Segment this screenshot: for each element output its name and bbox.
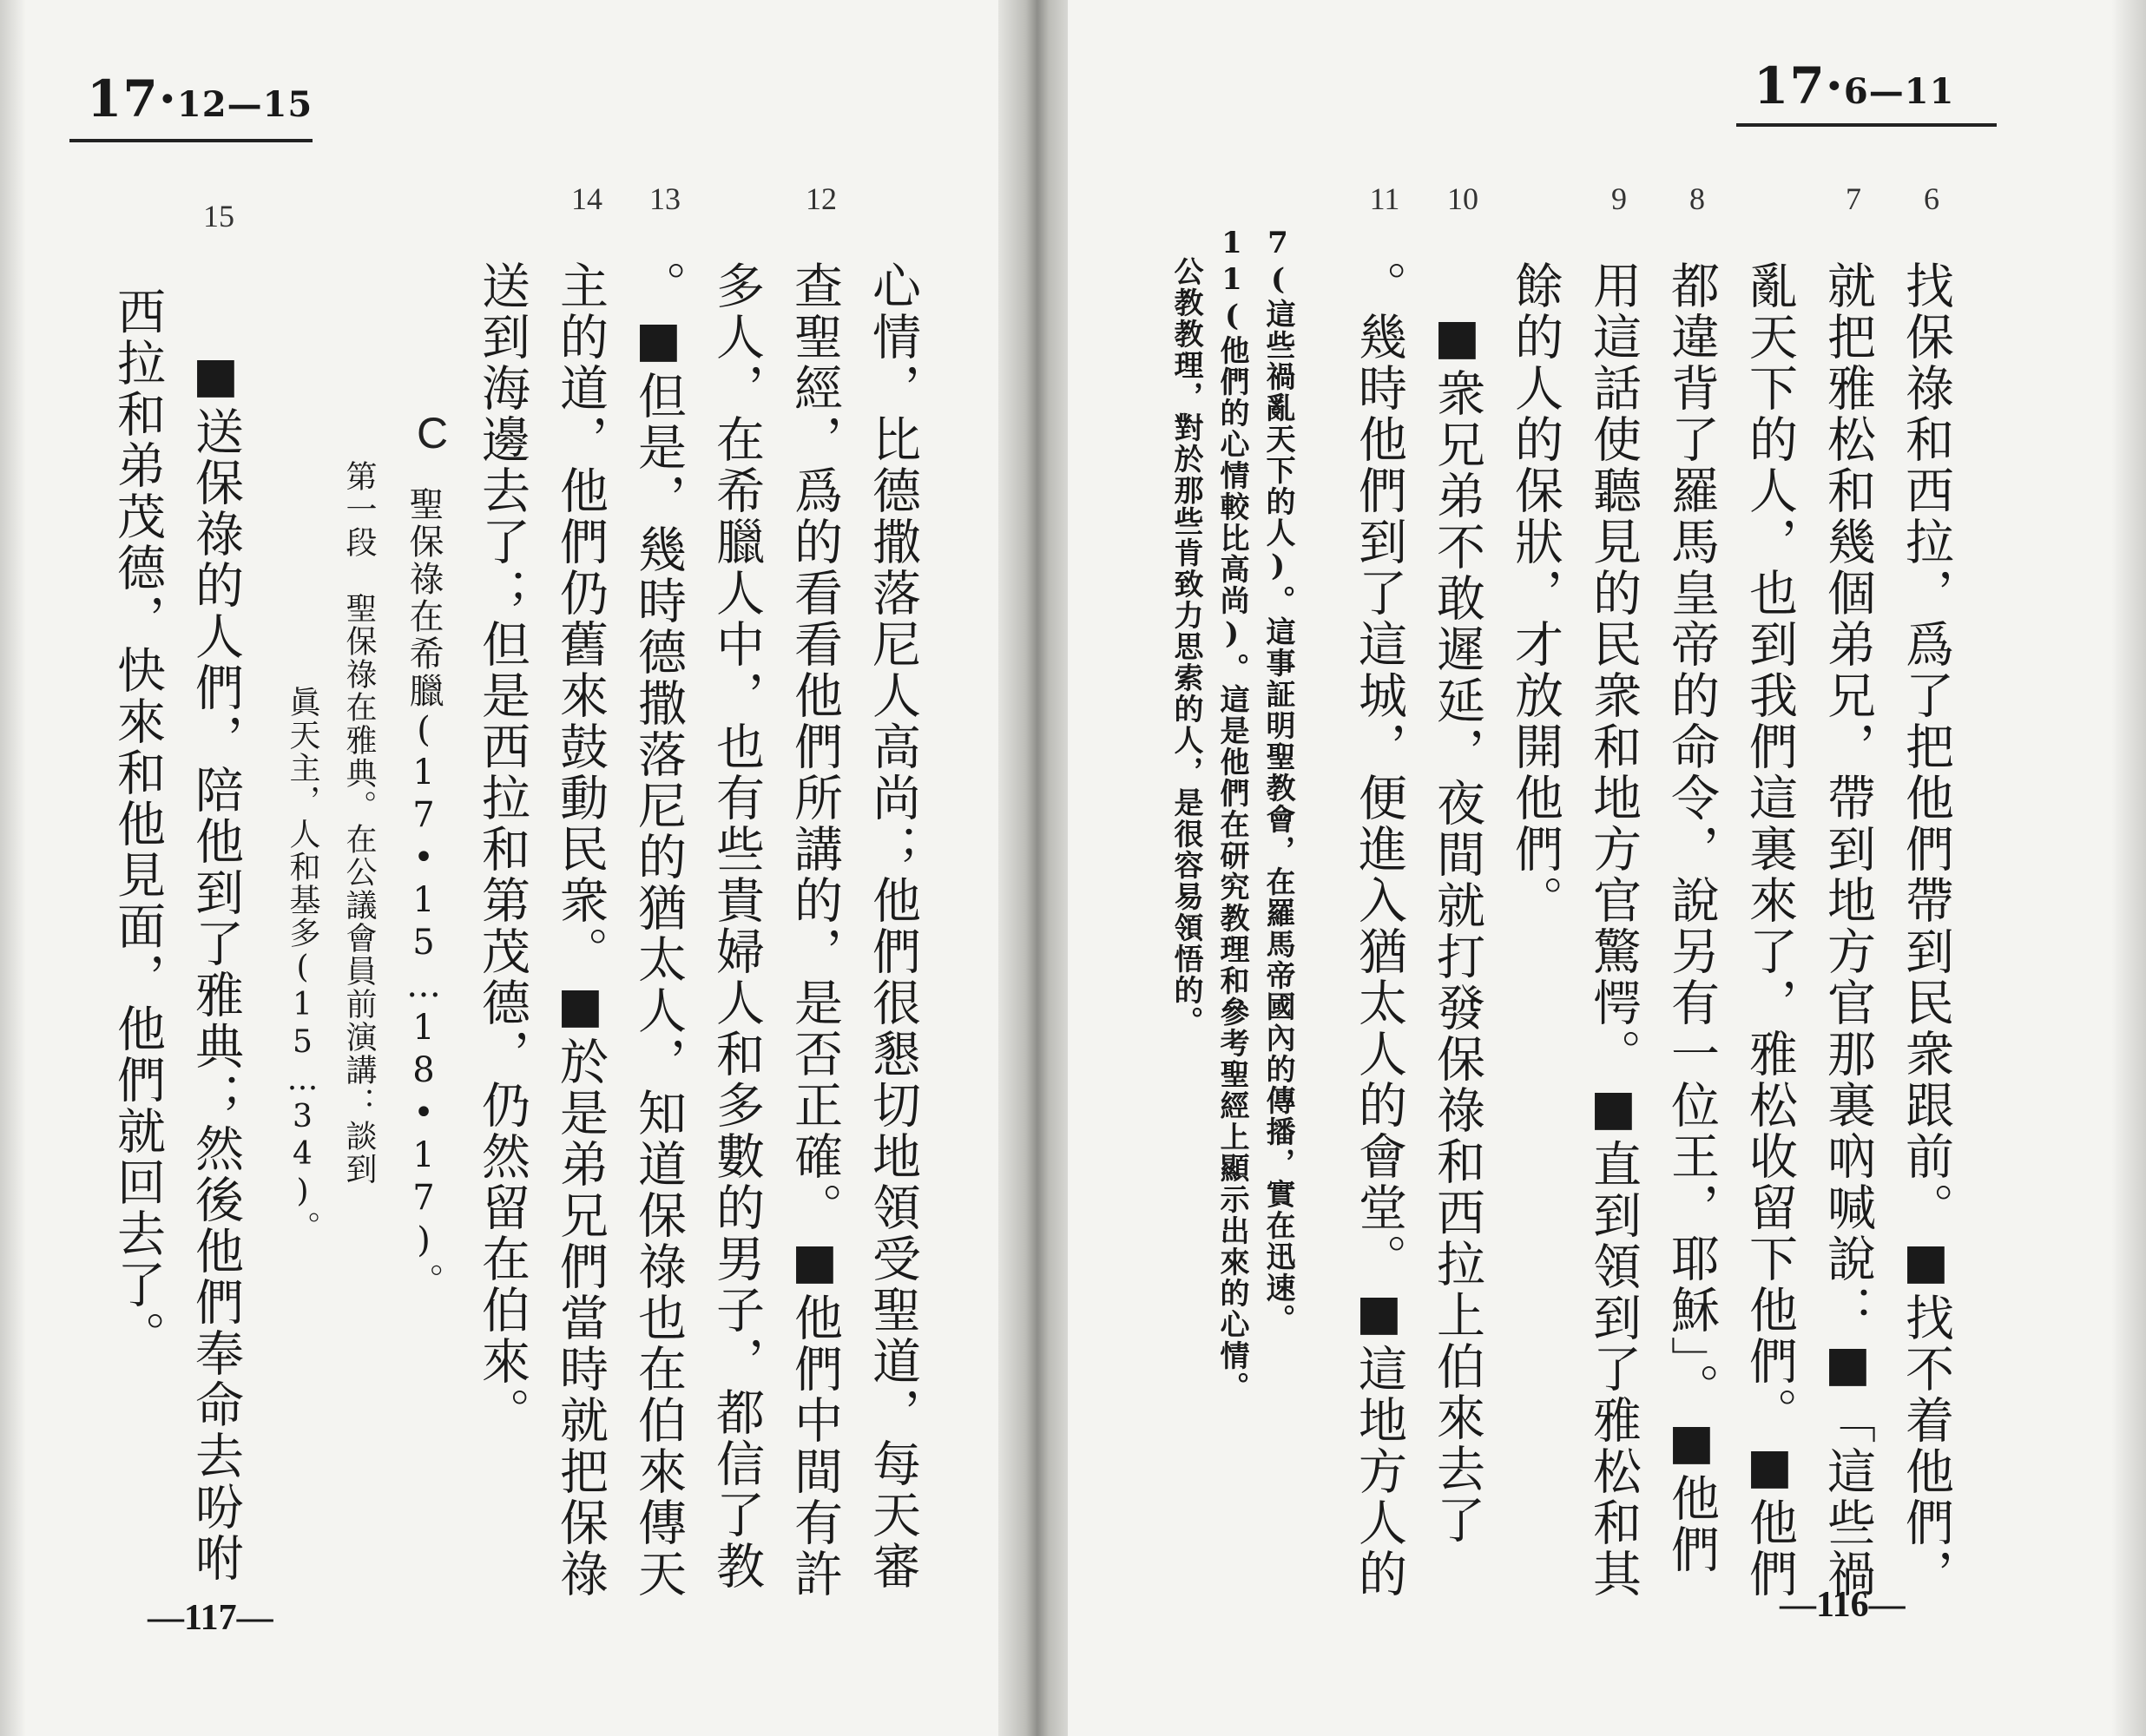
text-column: 西拉和弟茂德，快來和他見面，他們就回去了。 — [109, 286, 166, 1362]
text-column: 心情，比德撒落尼人高尚；他們很懇切地領受聖道，每天審 — [865, 260, 921, 1592]
subsection-title: 第一段 聖保祿在雅典。在公議會員前演講：談到 — [341, 460, 377, 1186]
verse-number-8: 8 — [1689, 181, 1705, 216]
verse-number-7: 7 — [1846, 181, 1861, 216]
verse-number-10: 10 — [1447, 181, 1478, 216]
verse-number-13: 13 — [649, 181, 681, 216]
verse-number-12: 12 — [806, 181, 837, 216]
subsection-title-cont: 眞天主，人和基多(15…34)。 — [285, 686, 320, 1244]
page-edge-shadow — [2111, 0, 2146, 1736]
left-running-head — [87, 69, 313, 128]
section-letter: C — [416, 409, 449, 457]
page-number: —117— — [148, 1598, 273, 1638]
chapter-number: 17· — [1754, 56, 1844, 115]
verse-number-15: 15 — [203, 199, 234, 233]
chapter-number: 17· — [87, 69, 177, 128]
text-column: 多人，在希臘人中，也有些貴婦人和多數的男子，都信了教 — [708, 260, 765, 1592]
text-column: 亂天下的人，也到我們這裏來了，雅松收留下他們。■他們 — [1741, 260, 1798, 1600]
header-rule — [1736, 123, 1997, 127]
header-rule — [69, 139, 313, 142]
right-running-head — [1754, 56, 1954, 115]
page-number: —116— — [1780, 1585, 1906, 1625]
verse-number-11: 11 — [1369, 181, 1400, 216]
left-page — [0, 0, 1016, 1736]
book-gutter — [998, 0, 1076, 1736]
section-title: 聖保祿在希臘(17•15…18•17)。 — [404, 486, 444, 1300]
text-column: 找保祿和西拉，爲了把他們帶到民衆跟前。■找不着他們， — [1898, 260, 1954, 1600]
text-column: 餘的人的保狀，才放開他們。 — [1507, 260, 1563, 926]
commentary-note: 公教教理，對於那些肯致力思索的人，是很容易領悟的。 — [1168, 256, 1203, 1037]
text-column: 送到海邊去了；但是西拉和第茂德，仍然留在伯來。 — [474, 260, 530, 1438]
verse-number-9: 9 — [1611, 181, 1627, 216]
text-column: 主的道，他們仍舊來鼓動民衆。■於是弟兄們當時就把保祿 — [552, 260, 609, 1600]
text-column: ■送保祿的人們，陪他到了雅典；然後他們奉命去吩咐 — [188, 347, 244, 1584]
text-column: 就把雅松和幾個弟兄，帶到地方官那裏吶喊說：■「這些禍 — [1820, 260, 1876, 1600]
text-column: 。■但是，幾時德撒落尼的猶太人，知道保祿也在伯來傳天 — [630, 260, 687, 1600]
text-column: 查聖經，爲的看看他們所講的，是否正確。■他們中間有許 — [787, 260, 843, 1600]
verse-number-14: 14 — [571, 181, 602, 216]
text-column: 。幾時他們到了這城，便進入猶太人的會堂。■這地方人的 — [1351, 260, 1407, 1600]
verse-number-6: 6 — [1924, 181, 1939, 216]
commentary-note: 7(這些禍亂天下的人)。這事証明聖教會，在羅馬帝國內的傳播，實在迅速。 — [1261, 226, 1295, 1335]
text-column: ■衆兄弟不敢遲延，夜間就打發保祿和西拉上伯來去了 — [1429, 309, 1485, 1546]
text-column: 用這話使聽見的民衆和地方官驚愕。■直到領到了雅松和其 — [1585, 260, 1642, 1600]
page-edge-shadow — [0, 0, 26, 1736]
right-page — [1068, 0, 2146, 1736]
text-column: 都違背了羅馬皇帝的命令，說另有一位王，耶穌」。■他們 — [1663, 260, 1720, 1575]
verse-range: 6—11 — [1843, 71, 1955, 112]
verse-range: 12—15 — [176, 84, 313, 125]
commentary-note: 11(他們的心情較比高尚)。這是他們在研究教理和參考聖經上顯示出來的心情。 — [1215, 226, 1249, 1403]
